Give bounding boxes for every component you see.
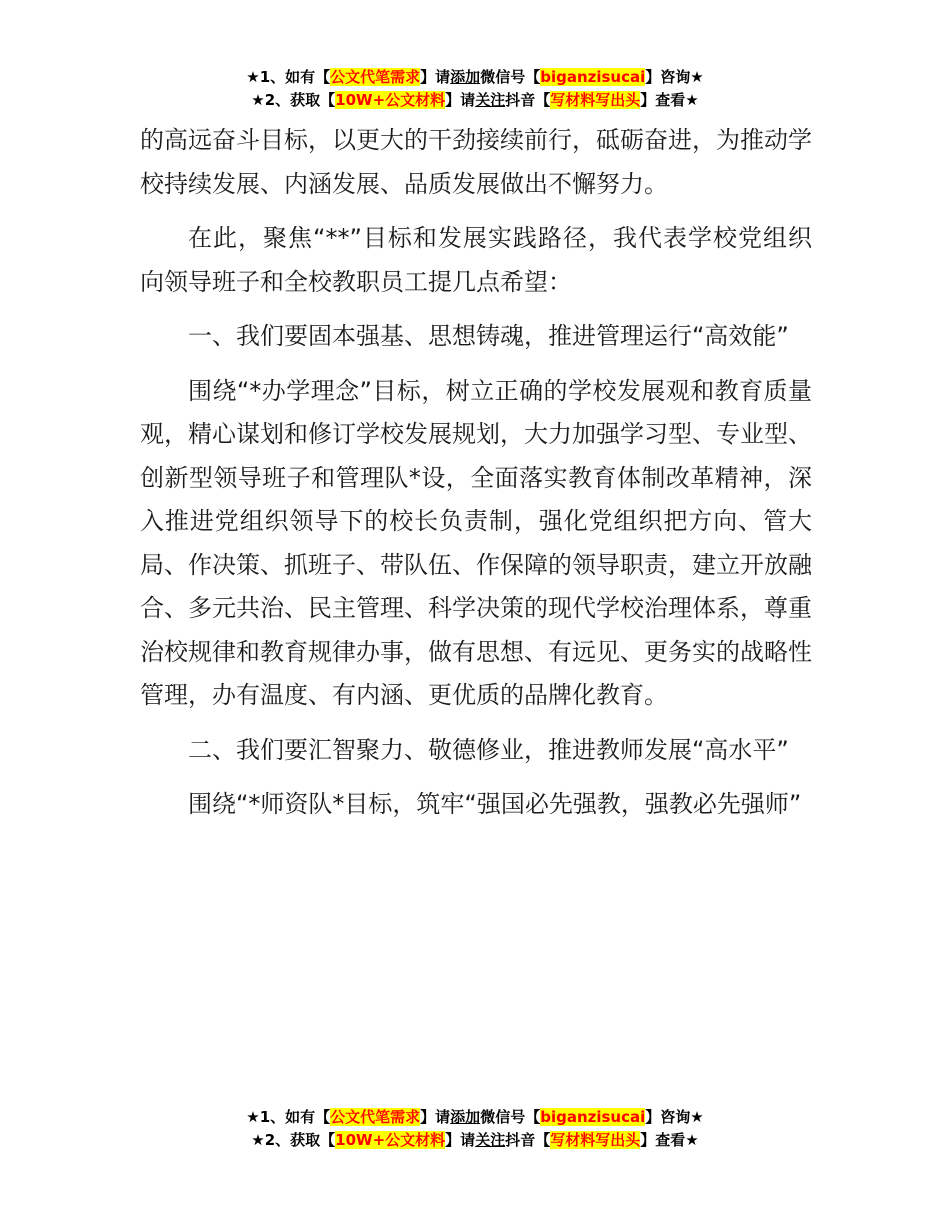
star-icon: ★ xyxy=(690,1108,704,1126)
star-icon: ★ xyxy=(251,1131,265,1149)
banner-line-1 xyxy=(0,1106,950,1129)
star-icon: ★ xyxy=(251,91,265,109)
banner-highlight: 公文代笔需求 xyxy=(330,1108,421,1126)
banner-text: 抖音【 xyxy=(505,91,551,109)
star-icon: ★ xyxy=(246,68,260,86)
banner-emphasis: 关注 xyxy=(475,1131,506,1149)
star-icon: ★ xyxy=(685,91,699,109)
banner-line-1 xyxy=(0,66,950,89)
banner-text: 】咨询 xyxy=(645,1108,691,1126)
document-body xyxy=(140,119,812,838)
footer-banner xyxy=(0,1106,950,1152)
banner-line-2 xyxy=(0,89,950,112)
banner-emphasis: 添加 xyxy=(450,1108,481,1126)
banner-emphasis: 添加 xyxy=(450,68,481,86)
section-heading: 一、我们要固本强基、思想铸魂，推进管理运行“高效能” xyxy=(188,322,789,350)
banner-text: 微信号【 xyxy=(480,68,541,86)
banner-text: 】查看 xyxy=(640,91,686,109)
body-paragraph: 的高远奋斗目标，以更大的干劲接续前行，砥砺奋进，为推动学校持续发展、内涵发展、品质发展做出不懈努力。 xyxy=(140,126,812,198)
banner-text: 】请 xyxy=(420,1108,451,1126)
banner-highlight-wechat-id: biganzisucai xyxy=(540,1108,646,1126)
banner-highlight: 公文代笔需求 xyxy=(330,68,421,86)
banner-line-2 xyxy=(0,1129,950,1152)
banner-text: 】请 xyxy=(445,1131,476,1149)
body-paragraph: 围绕“*办学理念”目标，树立正确的学校发展观和教育质量观，精心谋划和修订学校发展规划，大力加强学习型、专业型、创新型领导班子和管理队*设，全面落实教育体制改革精神，深入推进党组织领导下的校长负责制，强化党组织把方向、管大局、作决策、抓班子、带队伍、作保障的领导职责，建立开放融合、多元共治、民主管理、科学决策的现代学校治理体系，尊重治校规律和教育规律办事，做有思想、有远见、更务实的战略性管理，办有温度、有内涵、更优质的品牌化教育。 xyxy=(140,376,812,709)
banner-text: 2、获取【 xyxy=(264,1131,336,1149)
banner-text: 1、如有【 xyxy=(259,68,331,86)
banner-highlight-wechat-id: biganzisucai xyxy=(540,68,646,86)
banner-text: 】请 xyxy=(420,68,451,86)
banner-highlight: 10W+公文材料 xyxy=(335,1131,446,1149)
banner-text: 1、如有【 xyxy=(259,1108,331,1126)
banner-highlight-douyin: 写材料写出头 xyxy=(550,1131,641,1149)
star-icon: ★ xyxy=(246,1108,260,1126)
banner-text: 】查看 xyxy=(640,1131,686,1149)
banner-text: 抖音【 xyxy=(505,1131,551,1149)
header-banner xyxy=(0,66,950,112)
banner-text: 微信号【 xyxy=(480,1108,541,1126)
banner-text: 】咨询 xyxy=(645,68,691,86)
body-paragraph: 在此，聚焦“**”目标和发展实践路径，我代表学校党组织向领导班子和全校教职员工提几点希望： xyxy=(140,224,812,296)
star-icon: ★ xyxy=(685,1131,699,1149)
banner-highlight: 10W+公文材料 xyxy=(335,91,446,109)
body-paragraph: 围绕“*师资队*目标，筑牢“强国必先强教，强教必先强师” xyxy=(188,790,802,818)
banner-highlight-douyin: 写材料写出头 xyxy=(550,91,641,109)
section-heading: 二、我们要汇智聚力、敬德修业，推进教师发展“高水平” xyxy=(188,735,789,764)
banner-text: 】请 xyxy=(445,91,476,109)
star-icon: ★ xyxy=(690,68,704,86)
banner-text: 2、获取【 xyxy=(264,91,336,109)
banner-emphasis: 关注 xyxy=(475,91,506,109)
